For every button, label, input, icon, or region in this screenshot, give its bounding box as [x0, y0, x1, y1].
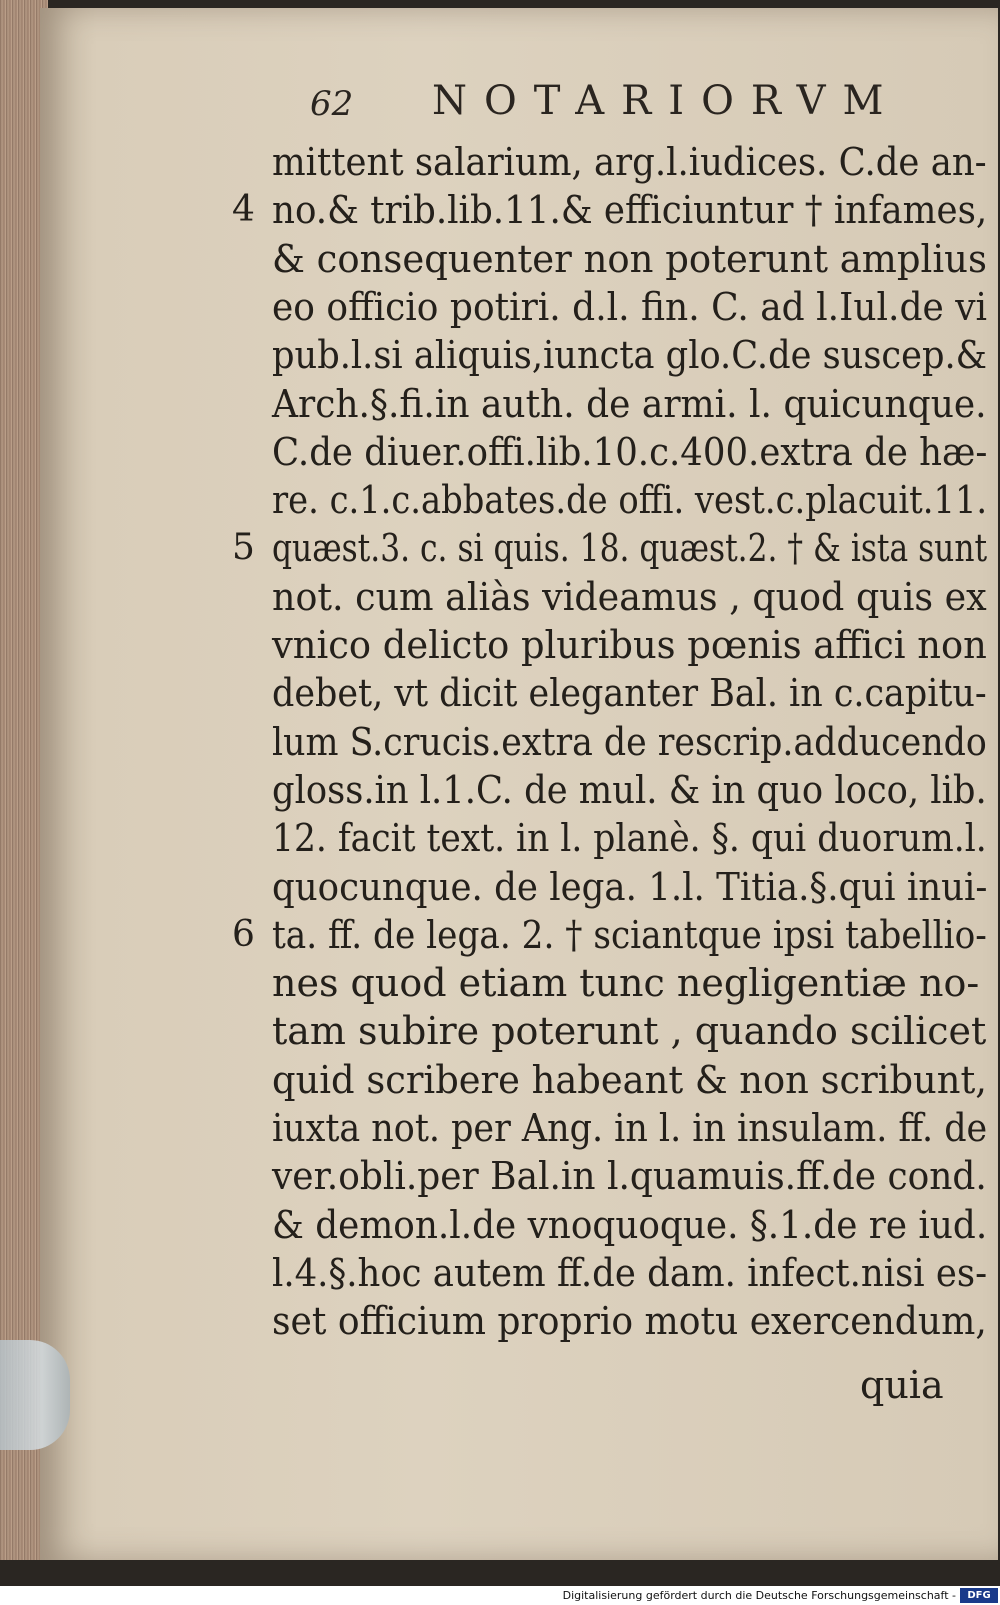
line-text: l.4.§.hoc autem ff.de dam. infect.nisi es-	[272, 1250, 988, 1295]
line-text: mittent salarium, arg.l.iudices. C.de an-	[272, 140, 987, 184]
text-line	[40, 1056, 998, 1104]
line-text: & demon.l.de vnoquoque. §.1.de re iud.	[272, 1202, 988, 1247]
text-line	[40, 331, 998, 379]
line-text: 12. facit text. in l. planè. §. qui duorum.l.	[272, 816, 987, 861]
marginal-number: 6	[232, 913, 255, 955]
digitization-credit	[0, 1586, 1000, 1605]
line-text: eo officio potiri. d.l. fin. C. ad l.Iul.de vi	[272, 284, 988, 329]
text-line	[40, 1152, 998, 1200]
text-line	[40, 766, 998, 814]
line-text: nes quod etiam tunc negligentiæ no-	[272, 961, 980, 1006]
page-header	[310, 78, 930, 138]
line-text: re. c.1.c.abbates.de offi. vest.c.placuit.11.	[272, 478, 988, 523]
line-text: vnico delicto pluribus pœnis affici non	[272, 623, 987, 667]
text-line	[40, 718, 998, 766]
text-line	[40, 186, 998, 234]
line-text: ta. ff. de lega. 2. † sciantque ipsi tabellio-	[272, 912, 987, 957]
dfg-logo: DFG	[960, 1588, 998, 1603]
line-text: ver.obli.per Bal.in l.quamuis.ff.de cond.	[272, 1154, 987, 1199]
line-text: no.& trib.lib.11.& efficiuntur † infames,	[272, 188, 988, 233]
line-text: gloss.in l.1.C. de mul. & in quo loco, lib.	[272, 767, 987, 812]
line-text: pub.l.si aliquis,iuncta glo.C.de suscep.&	[272, 333, 987, 378]
text-line	[40, 283, 998, 331]
text-line	[40, 428, 998, 476]
text-line	[40, 1201, 998, 1249]
text-line	[40, 1249, 998, 1297]
line-text: C.de diuer.offi.lib.10.c.400.extra de hæ-	[272, 429, 988, 474]
text-line	[40, 911, 998, 959]
line-text: tam subire poterunt , quando scilicet	[272, 1009, 987, 1054]
text-line	[40, 669, 998, 717]
line-text: quæst.3. c. si quis. 18. quæst.2. † & ista sunt	[272, 526, 988, 571]
book-page	[40, 8, 998, 1560]
text-line	[40, 476, 998, 524]
text-line	[40, 138, 998, 186]
marginal-number: 5	[232, 527, 255, 569]
line-text: Arch.§.fi.in auth. de armi. l. quicunque.	[272, 381, 987, 426]
line-text: iuxta not. per Ang. in l. in insulam. ff. de	[272, 1106, 988, 1150]
text-line	[40, 573, 998, 621]
text-line	[40, 959, 998, 1007]
line-text: & consequenter non poterunt amplius	[272, 236, 987, 281]
text-line	[40, 1104, 998, 1152]
text-line	[40, 1007, 998, 1055]
marginal-number: 4	[232, 189, 255, 231]
text-line	[40, 235, 998, 283]
line-text: quid scribere habeant & non scribunt,	[272, 1057, 987, 1102]
folio-number: 62	[310, 84, 354, 124]
line-text: not. cum aliàs videamus , quod quis ex	[272, 574, 987, 619]
catchword: quia	[860, 1363, 944, 1407]
text-line	[40, 863, 998, 911]
running-title: NOTARIORVM	[432, 78, 901, 124]
line-text: set officium proprio motu exercendum,	[272, 1299, 987, 1344]
text-line	[40, 524, 998, 572]
line-text: debet, vt dicit eleganter Bal. in c.capitu-	[272, 671, 987, 716]
text-line	[40, 380, 998, 428]
text-line	[40, 1297, 998, 1345]
credit-text: Digitalisierung gefördert durch die Deutsche Forschungsgemeinschaft -	[562, 1589, 956, 1602]
line-text: lum S.crucis.extra de rescrip.adducendo	[272, 719, 987, 764]
line-text: quocunque. de lega. 1.l. Titia.§.qui inui-	[272, 864, 988, 909]
text-line	[40, 814, 998, 862]
book-clasp	[0, 1340, 70, 1450]
text-line	[40, 621, 998, 669]
